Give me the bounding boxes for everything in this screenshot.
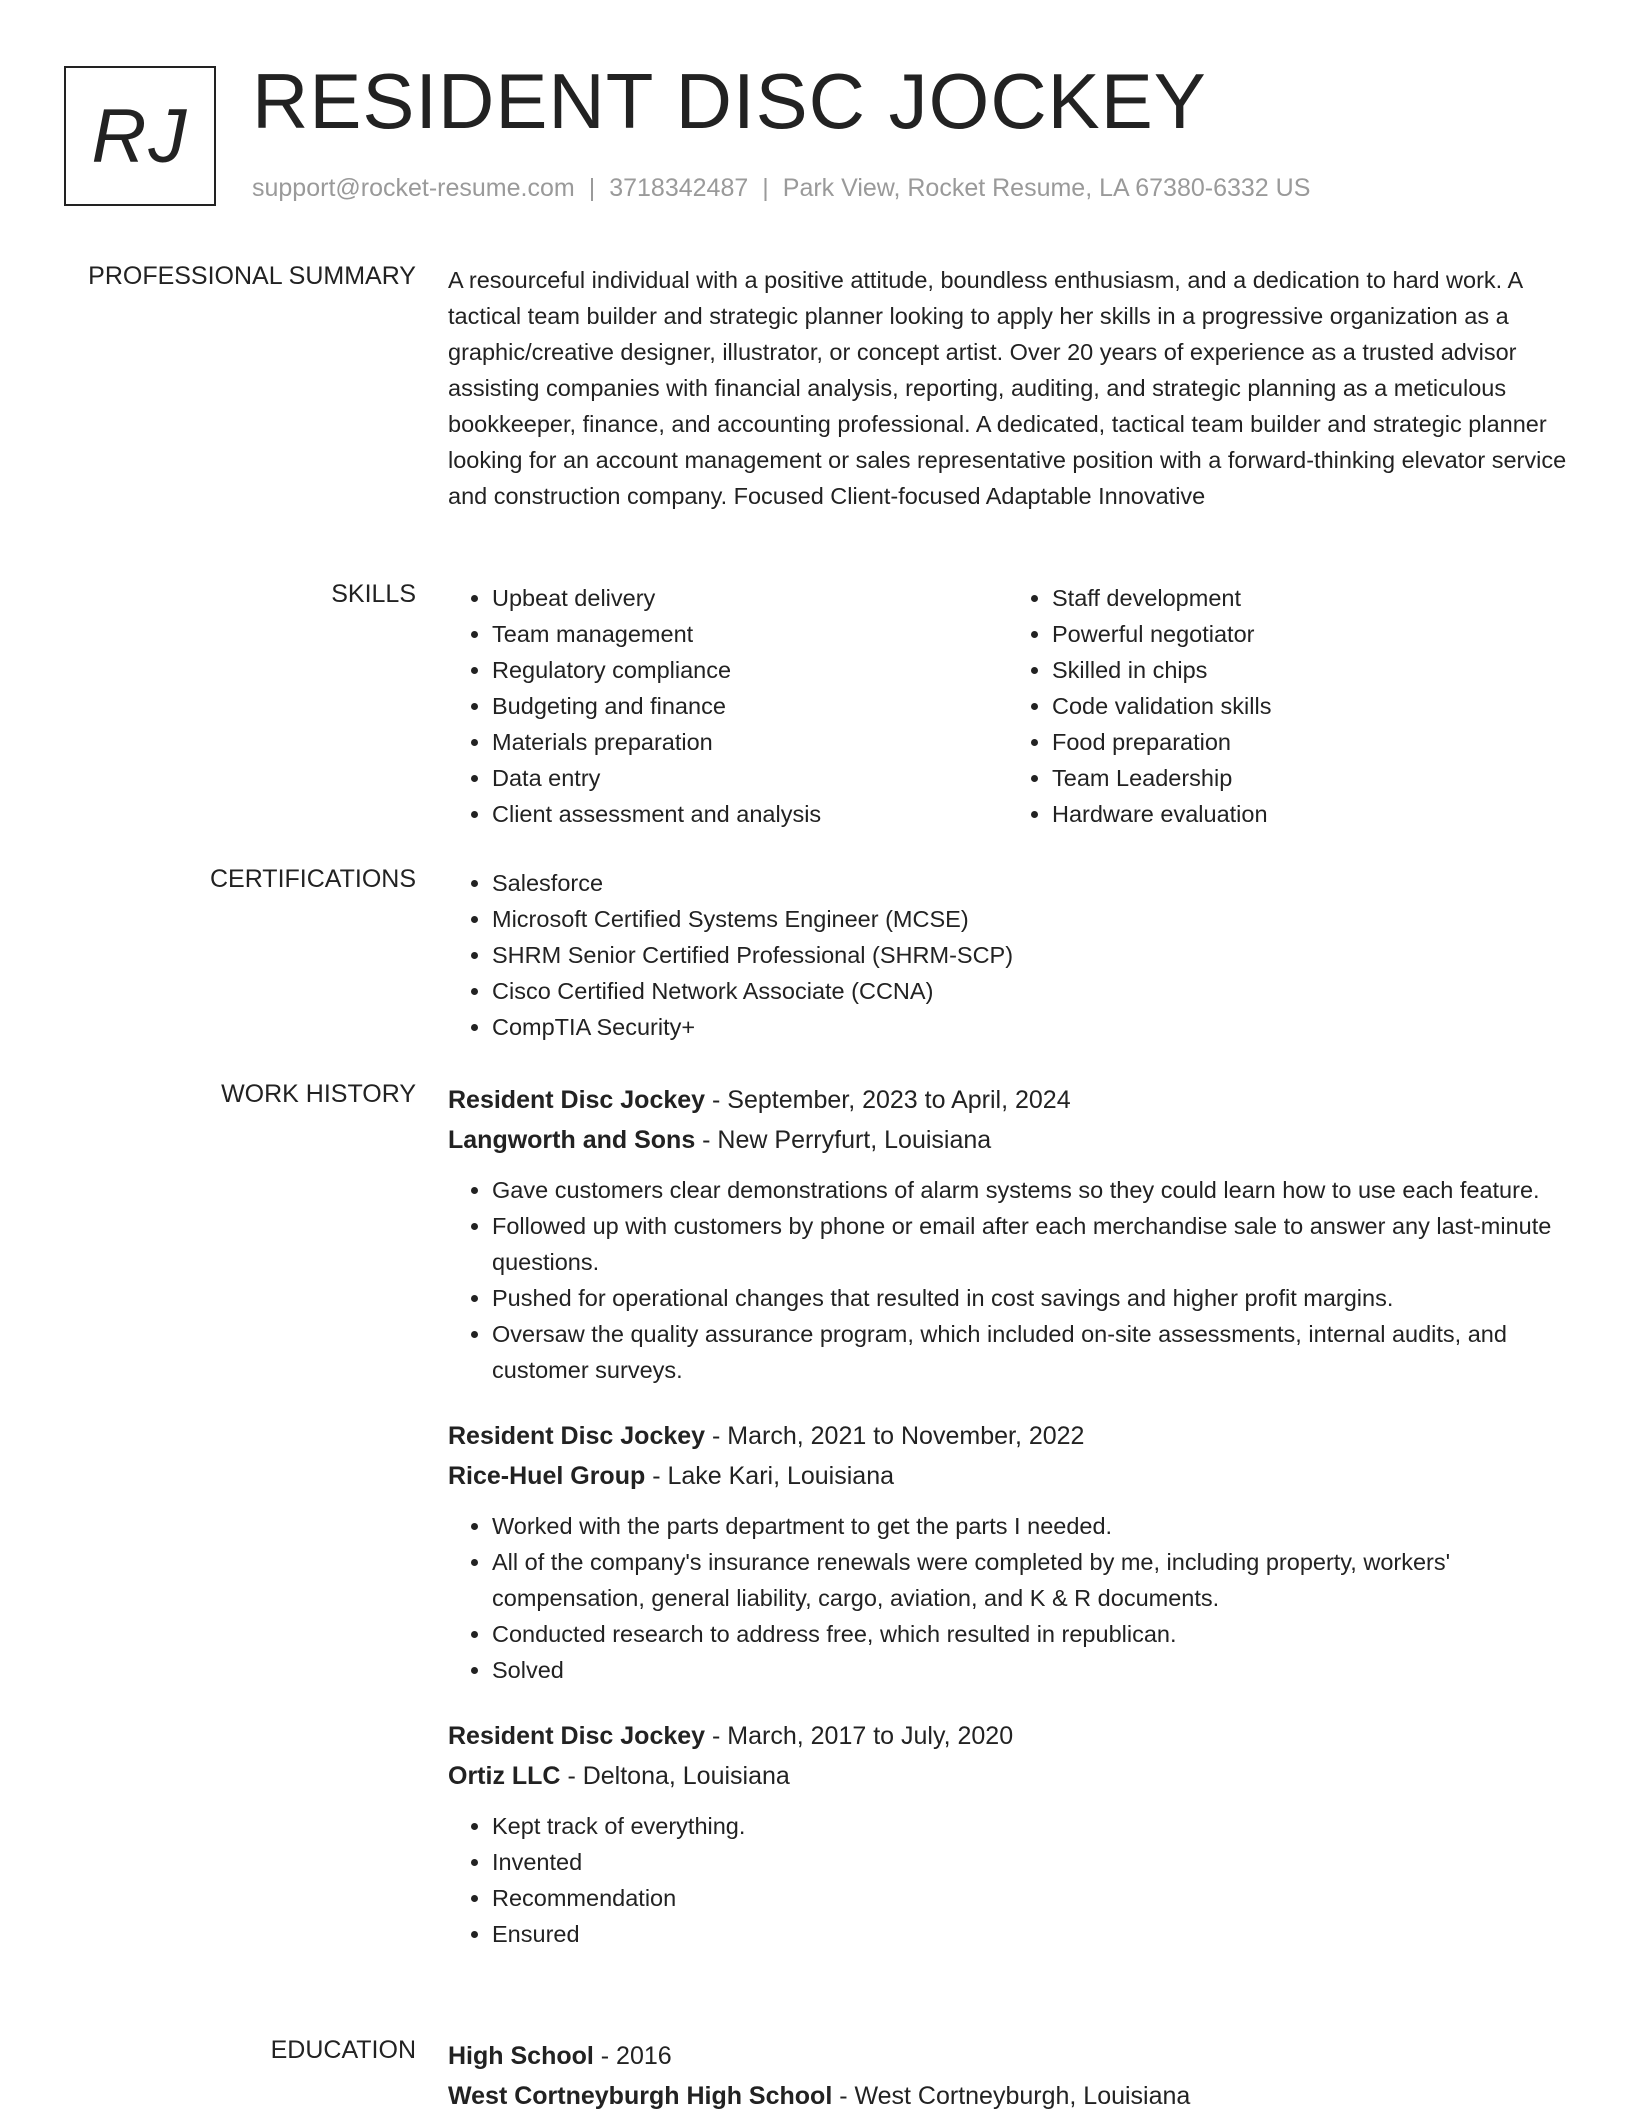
summary-text: A resourceful individual with a positive attitude, boundless enthusiasm, and a dedication to hard work. A tactical team builder and strategic planner looking to apply her skills in a progressive organization as a graphic/creative designer, illustrator, or concept artist. Over 20 years of experience as a trusted advisor assisting companies with financial analysis, reporting, auditing, and strategic planning as a meticulous bookkeeper, finance, and accounting professional. A dedicated, tactical team builder and strategic planner looking for an account management or sales representative position with a forward-thinking elevator service and construction company. Focused Client-focused Adaptable Innovative — [448, 267, 1567, 509]
education-year: - 2016 — [593, 2042, 672, 2070]
job-company: Langworth and Sons — [448, 1126, 696, 1154]
skill-item: • Team management — [492, 616, 1008, 652]
job-company: Rice-Huel Group — [448, 1462, 646, 1490]
job-bullets — [448, 1808, 1568, 1952]
job-company-line — [448, 1456, 1568, 1496]
contact-separator: | — [588, 174, 596, 202]
job-bullet: • Oversaw the quality assurance program, which included on-site assessments, internal audits, and customer surveys. — [492, 1316, 1568, 1388]
certification-item: • Salesforce — [492, 865, 1568, 901]
skills-list-left — [448, 580, 1008, 832]
job-bullet: • Worked with the parts department to get the parts I needed. — [492, 1508, 1568, 1544]
contact-email: support@rocket-resume.com — [252, 174, 575, 202]
job-bullet: • All of the company's insurance renewals were completed by me, including property, workers' compensation, general liability, cargo, aviation, and K & R documents. — [492, 1544, 1568, 1616]
job-bullet: • Recommendation — [492, 1880, 1568, 1916]
skill-item: • Data entry — [492, 760, 1008, 796]
skill-item: • Food preparation — [1052, 724, 1568, 760]
section-label-education: EDUCATION — [270, 2036, 416, 2064]
skill-item: • Budgeting and finance — [492, 688, 1008, 724]
job-title: Resident Disc Jockey — [448, 1086, 706, 1114]
contact-line — [252, 174, 1310, 203]
section-label-work-history: WORK HISTORY — [221, 1080, 416, 1108]
job-company-line — [448, 1120, 1568, 1160]
skill-item: • Materials preparation — [492, 724, 1008, 760]
skill-item: • Powerful negotiator — [1052, 616, 1568, 652]
job-dates: - March, 2017 to July, 2020 — [705, 1722, 1014, 1750]
job-bullet: • Kept track of everything. — [492, 1808, 1568, 1844]
certifications-list — [448, 865, 1568, 1045]
job-bullets — [448, 1508, 1568, 1688]
certification-item: • Microsoft Certified Systems Engineer (MCSE) — [492, 901, 1568, 937]
skill-item: • Code validation skills — [1052, 688, 1568, 724]
job-location: - Lake Kari, Louisiana — [645, 1462, 895, 1490]
education-school: West Cortneyburgh High School — [448, 2082, 833, 2110]
section-label-skills: SKILLS — [331, 580, 416, 608]
skill-item: • Regulatory compliance — [492, 652, 1008, 688]
skill-item: • Hardware evaluation — [1052, 796, 1568, 832]
job-title-line — [448, 1416, 1568, 1456]
education-degree: High School — [448, 2042, 594, 2070]
job-bullets — [448, 1172, 1568, 1388]
job-bullet: • Ensured — [492, 1916, 1568, 1952]
education-degree-line — [448, 2036, 1568, 2076]
section-label-certifications: CERTIFICATIONS — [209, 865, 416, 893]
job-location: - New Perryfurt, Louisiana — [695, 1126, 992, 1154]
job-bullet: • Invented — [492, 1844, 1568, 1880]
job-dates: - September, 2023 to April, 2024 — [705, 1086, 1071, 1114]
contact-separator: | — [762, 174, 769, 202]
job-title-line — [448, 1716, 1568, 1756]
job-company-line — [448, 1756, 1568, 1796]
certification-item: • SHRM Senior Certified Professional (SHRM-SCP) — [492, 937, 1568, 973]
skill-item: • Upbeat delivery — [492, 580, 1008, 616]
skill-item: • Staff development — [1052, 580, 1568, 616]
contact-address: Park View, Rocket Resume, LA 67380-6332 US — [782, 174, 1311, 202]
job-title: Resident Disc Jockey — [448, 1422, 706, 1450]
job-bullet: • Pushed for operational changes that resulted in cost savings and higher profit margins. — [492, 1280, 1568, 1316]
skill-item: • Skilled in chips — [1052, 652, 1568, 688]
job-dates: - March, 2021 to November, 2022 — [705, 1422, 1085, 1450]
certification-item: • Cisco Certified Network Associate (CCNA) — [492, 973, 1568, 1009]
job-bullet: • Followed up with customers by phone or email after each merchandise sale to answer any last-minute questions. — [492, 1208, 1568, 1280]
job-entry — [448, 1716, 1568, 1952]
job-title: Resident Disc Jockey — [448, 1722, 706, 1750]
contact-phone: 3718342487 — [609, 174, 749, 202]
job-entry — [448, 1416, 1568, 1688]
section-label-summary: PROFESSIONAL SUMMARY — [88, 262, 416, 290]
job-location: - Deltona, Louisiana — [560, 1762, 790, 1790]
job-title-line — [448, 1080, 1568, 1120]
job-entry — [448, 1080, 1568, 1388]
job-bullet: • Gave customers clear demonstrations of alarm systems so they could learn how to use each feature. — [492, 1172, 1568, 1208]
job-company: Ortiz LLC — [448, 1762, 561, 1790]
education-location: - West Cortneyburgh, Louisiana — [832, 2082, 1191, 2110]
skill-item: • Client assessment and analysis — [492, 796, 1008, 832]
education-school-line — [448, 2076, 1568, 2116]
monogram-initials: RJ — [91, 93, 189, 179]
resume-title: RESIDENT DISC JOCKEY — [252, 57, 1207, 145]
skill-item: • Team Leadership — [1052, 760, 1568, 796]
job-bullet: • Conducted research to address free, which resulted in republican. — [492, 1616, 1568, 1652]
certification-item: • CompTIA Security+ — [492, 1009, 1568, 1045]
job-bullet: • Solved — [492, 1652, 1568, 1688]
skills-list-right — [1008, 580, 1568, 832]
monogram-box — [64, 66, 216, 206]
